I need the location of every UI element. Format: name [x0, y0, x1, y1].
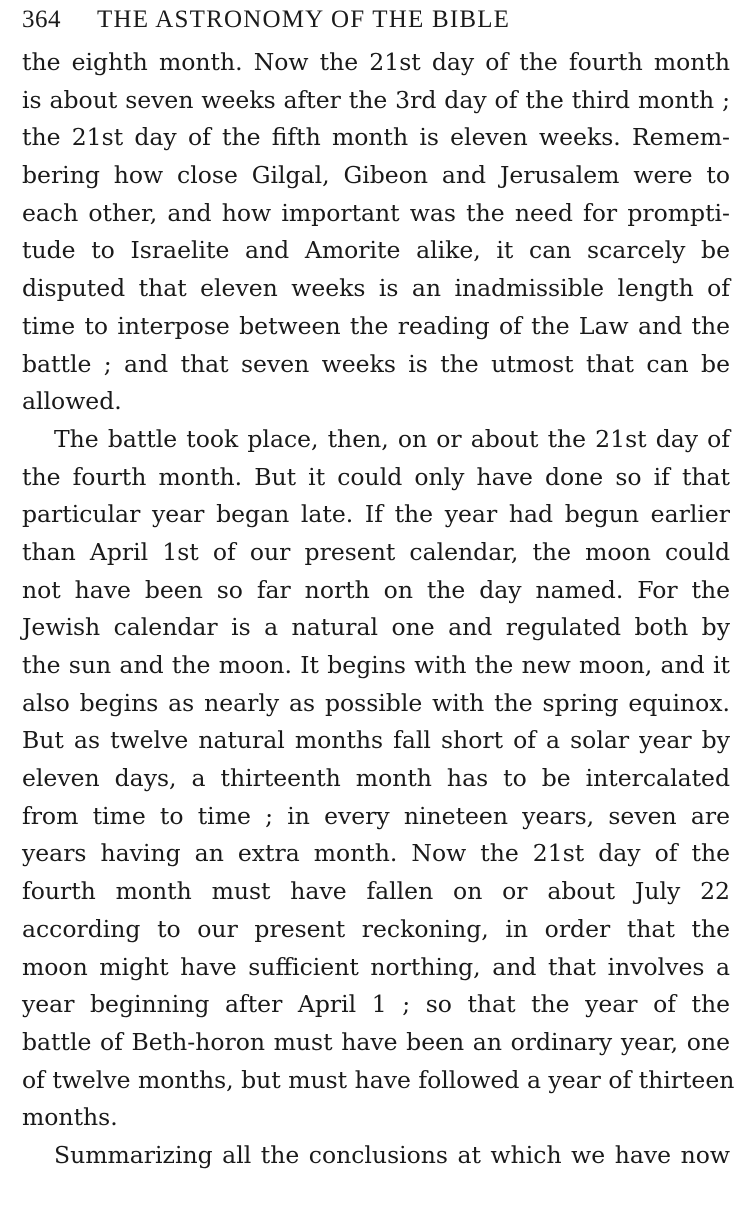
text-line: Summarizing all the conclusions at which we have now — [54, 1140, 730, 1169]
text-line: is about seven weeks after the 3rd day of the third month ; — [22, 85, 730, 114]
text-line: the 21st day of the fifth month is eleven weeks. Remem- — [22, 123, 730, 152]
text-line: But as twelve natural months fall short of a solar year by — [22, 726, 730, 755]
page-header — [22, 6, 730, 44]
text-line: battle of Beth-horon must have been an ordinary year, one — [22, 1027, 730, 1056]
text-line: each other, and how important was the need for prompti- — [22, 198, 730, 227]
text-line: the sun and the moon. It begins with the new moon, and it — [22, 651, 730, 679]
text-line: years having an extra month. Now the 21st day of the — [22, 839, 730, 868]
paragraph — [22, 44, 730, 421]
text-line: the fourth month. But it could only have done so if that — [22, 462, 730, 491]
text-line: also begins as nearly as possible with the spring equinox. — [22, 688, 730, 717]
text-line: battle ; and that seven weeks is the utmost that can be — [22, 349, 730, 378]
text-line: from time to time ; in every nineteen years, seven are — [22, 801, 730, 830]
text-line: bering how close Gilgal, Gibeon and Jerusalem were to — [22, 161, 730, 190]
text-line: year beginning after April 1 ; so that the year of the — [22, 990, 730, 1019]
text-line: time to interpose between the reading of the Law and the — [22, 311, 730, 340]
text-line: fourth month must have fallen on or about July 22 — [22, 877, 730, 906]
text-line: tude to Israelite and Amorite alike, it can scarcely be — [22, 236, 730, 265]
body-text — [22, 44, 735, 1175]
text-line: eleven days, a thirteenth month has to be intercalated — [22, 764, 730, 793]
text-line: the eighth month. Now the 21st day of the fourth month — [22, 48, 730, 76]
text-line: particular year began late. If the year had begun earlier — [22, 500, 730, 529]
running-title: THE ASTRONOMY OF THE BIBLE — [97, 6, 511, 33]
book-page — [22, 6, 735, 1211]
text-line: according to our present reckoning, in order that the — [22, 914, 730, 943]
paragraph — [22, 1137, 730, 1175]
text-line: The battle took place, then, on or about the 21st day of — [54, 424, 730, 453]
page-number: 364 — [22, 6, 61, 33]
text-line: moon might have sufficient northing, and that involves a — [22, 952, 730, 981]
text-line: of twelve months, but must have followed a year of thirteen — [22, 1065, 735, 1094]
text-line: not have been so far north on the day named. For the — [22, 575, 730, 604]
text-line: months. — [22, 1103, 118, 1132]
text-line: disputed that eleven weeks is an inadmissible length of — [22, 274, 730, 303]
text-line: allowed. — [22, 387, 122, 416]
paragraph — [22, 421, 735, 1137]
text-line: Jewish calendar is a natural one and regulated both by — [22, 613, 730, 642]
text-line: than April 1st of our present calendar, the moon could — [22, 537, 730, 566]
